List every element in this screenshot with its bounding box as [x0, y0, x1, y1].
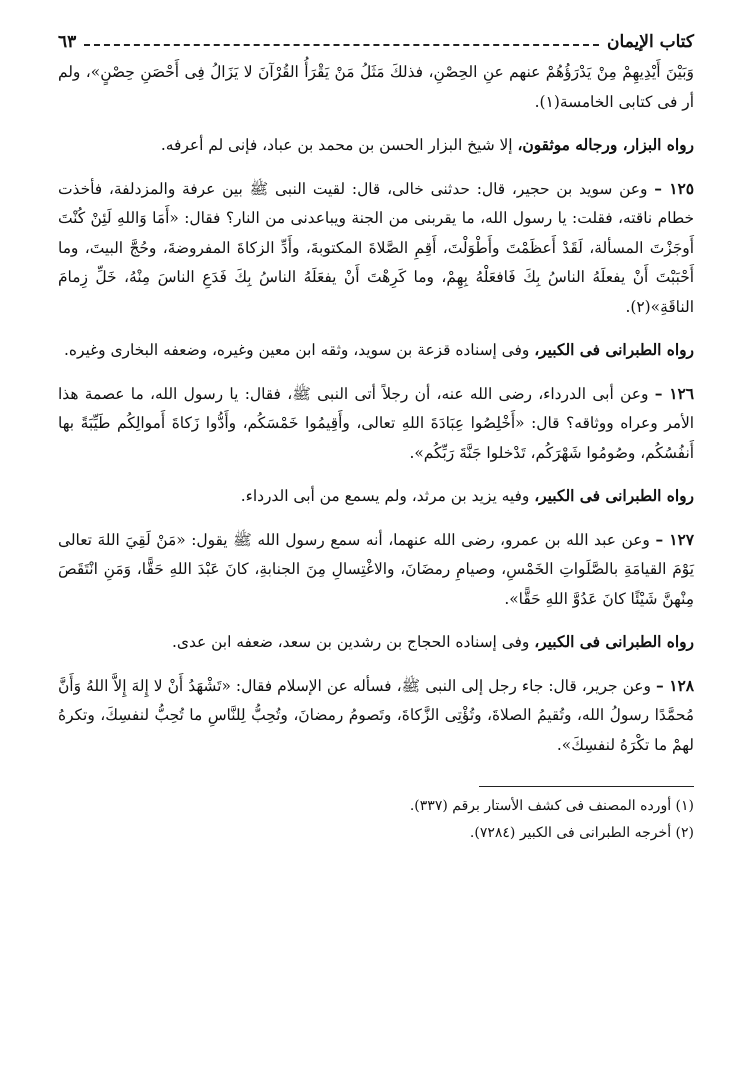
footnote-separator: [479, 786, 694, 787]
paragraph-text: وعن جرير، قال: جاء رجل إلى النبى ﷺ، فسأله عن الإسلام فقال: «تَشْهَدُ أَنْ لا إِلهَ إِلاَّ اللهُ وَأَنَّ مُحمَّدًا رسولُ الله، وتُقيمُ الصلاةَ، وتُؤْتِى الزَّكاةَ، وتَصومُ رمضانَ، وتُحِبُّ لِلنَّاسِ ما تُحِبُّ لنفسِكَ، وتكرهُ لهمْ ما تكْرَهُ لنفسِكَ».: [58, 676, 694, 754]
source-citation: رواه الطبرانى فى الكبير،: [534, 633, 694, 651]
paragraph-text: وفيه يزيد بن مرثد، ولم يسمع من أبى الدرداء.: [240, 487, 535, 505]
footnote: (٢) أخرجه الطبرانى فى الكبير (٧٢٨٤).: [469, 825, 694, 841]
hadith-number: ١٢٥ –: [654, 179, 694, 198]
hadith-number: ١٢٧ –: [655, 530, 695, 549]
hadith-paragraph: [58, 380, 694, 469]
source-citation: رواه الطبرانى فى الكبير،: [534, 341, 694, 359]
paragraph-text: وعن سويد بن حجير، قال: حدثنى خالى، قال: لقيت النبى ﷺ بين عرفة والمزدلفة، فأخذت خطام ناقته، فقلت: يا رسول الله، ما يقربنى من الجنة ويباعدنى من النار؟ فقال: «أَمَا وَاللهِ لَئِنْ كُنْتَ أَوجَزْتَ المسألة، لَقَدْ أَعظَمْتَ وأَطْوَلْتَ، أَقِمِ الصَّلاةَ المكتوبةَ، وأَدِّ الزكاةَ المفروضةَ، وحُجَّ البيتَ، وما أَحْبَبْتَ أَنْ يفعلَهُ الناسُ بِكَ فَافعَلْهُ بِهِمْ، وما كَرِهْتَ أَنْ يفعَلَهُ الناسُ بِكَ فَدَعِ الناسَ مِنْهُ، خَلِّ زِمامَ الناقَةِ»(٢).: [58, 179, 694, 316]
paragraph: [58, 482, 694, 512]
running-header: [58, 28, 694, 52]
hadith-paragraph: [58, 175, 694, 323]
source-citation: رواه الطبرانى فى الكبير،: [534, 487, 694, 505]
hadith-paragraph: [58, 672, 694, 761]
paragraph: [58, 131, 694, 161]
hadith-number: ١٢٨ –: [655, 676, 694, 695]
body-text: [58, 58, 694, 760]
book-title: كتاب الإيمان: [607, 32, 694, 52]
hadith-paragraph: [58, 526, 694, 615]
source-citation: رواه البزار، ورجاله موثقون،: [517, 136, 694, 154]
paragraph-text: وَبَيْنَ أَيْدِيهِمْ مِنْ يَدْرَؤُهُمْ عنهم عنِ الحِصْنِ، فذلكَ مَثَلُ مَنْ يَقْرَأُ القُرْآنَ لا يَزَالُ فِى أَحْصَنِ حِصْنٍ»، ولم أر فى كتابى الخامسة(١).: [58, 63, 694, 111]
page: [58, 28, 694, 1068]
paragraph: [58, 336, 694, 366]
paragraph-text: وفى إسناده قزعة بن سويد، وثقه ابن معين وغيره، وضعفه البخارى وغيره.: [64, 341, 535, 359]
paragraph-text: وفى إسناده الحجاج بن رشدين بن سعد، ضعفه ابن عدى.: [172, 633, 535, 651]
footnotes: [58, 793, 694, 847]
paragraph: [58, 58, 694, 117]
paragraph-text: إلا شيخ البزار الحسن بن محمد بن عباد، فإنى لم أعرفه.: [160, 136, 518, 154]
header-rule: [84, 44, 599, 46]
page-number: ٦٣: [58, 32, 77, 52]
paragraph-text: وعن أبى الدرداء، رضى الله عنه، أن رجلاً أتى النبى ﷺ، فقال: يا رسول الله، ما عصمة هذا الأمر وعراه ووثاقه؟ قال: «أَخْلِصُوا عِبَادَةَ اللهِ تعالى، وأَقِيمُوا خَمْسَكُم، وأَدُّوا زَكاةَ أَموالِكُم طَيِّبَةً بها أَنفُسُكُم، وصُومُوا شَهْرَكُم، تَدْخلوا جَنَّةَ رَبِّكُم».: [58, 384, 694, 462]
paragraph-text: وعن عبد الله بن عمرو، رضى الله عنهما، أنه سمع رسول الله ﷺ يقول: «مَنْ لَقِيَ اللهَ تعالى يَوْمَ القيامَةِ بالصَّلَواتِ الخَمْسِ، وصيامِ رمضَانَ، والاغْتِسالِ مِنَ الجنابةِ، كانَ عَبْدَ اللهِ حَقًّا، وَمَنِ انْتَقَصَ مِنْهنَّ شَيْئًا كانَ عَدُوَّ اللهِ حَقًّا».: [58, 530, 694, 608]
footnote: (١) أورده المصنف فى كشف الأستار برقم (٣٣٧).: [409, 798, 694, 814]
hadith-number: ١٢٦ –: [654, 384, 694, 403]
paragraph: [58, 628, 694, 658]
